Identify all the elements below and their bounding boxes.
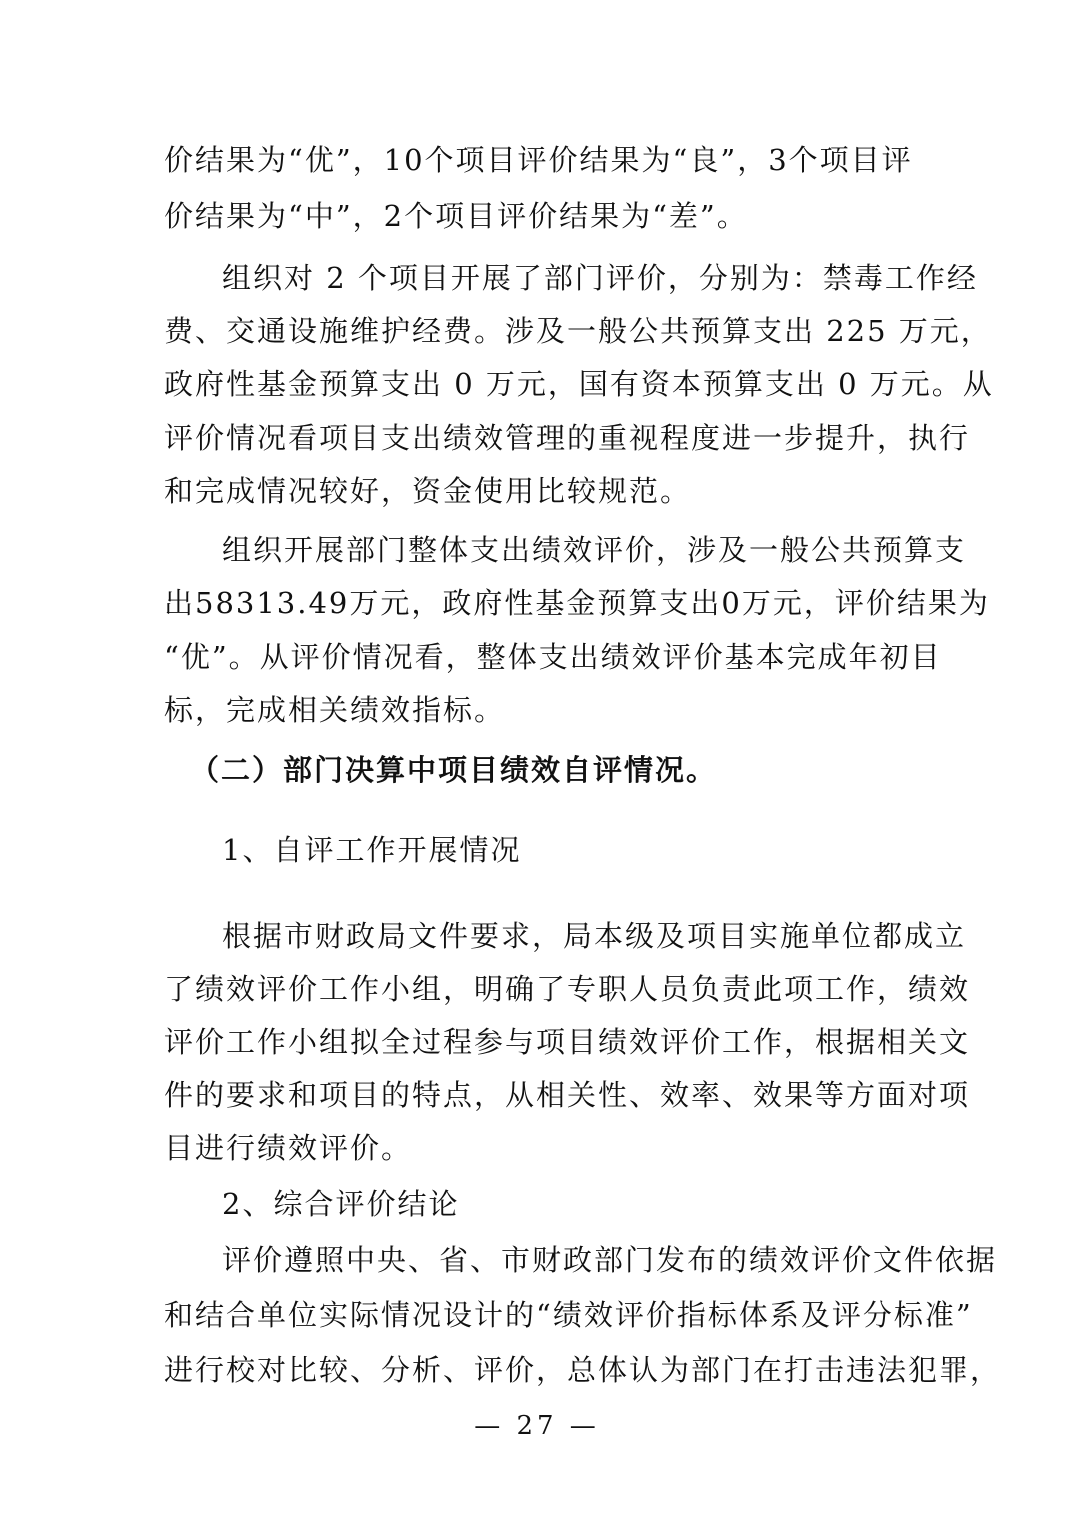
text-line: 标，完成相关绩效指标。 — [164, 693, 506, 727]
text-line: 根据市财政局文件要求，局本级及项目实施单位都成立 — [222, 919, 967, 953]
text-line: 进行校对比较、分析、评价，总体认为部门在打击违法犯罪， — [164, 1353, 1002, 1387]
page-number: — 27 — — [474, 1411, 600, 1441]
text-line: 和完成情况较好，资金使用比较规范。 — [164, 474, 692, 508]
text-line: 出58313.49万元，政府性基金预算支出0万元，评价结果为 — [164, 586, 990, 620]
text-line: 价结果为“中”，2个项目评价结果为“差”。 — [164, 199, 748, 233]
text-line: 组织对 2 个项目开展了部门评价，分别为：禁毒工作经 — [222, 261, 978, 295]
text-line: 评价遵照中央、省、市财政部门发布的绩效评价文件依据 — [222, 1243, 998, 1277]
text-line: 价结果为“优”，10个项目评价结果为“良”，3个项目评 — [164, 143, 913, 177]
section-heading: （二）部门决算中项目绩效自评情况。 — [190, 753, 718, 787]
subsection-heading: 2、综合评价结论 — [222, 1187, 460, 1221]
text-line: 和结合单位实际情况设计的“绩效评价指标体系及评分标准” — [164, 1298, 973, 1332]
text-line: 政府性基金预算支出 0 万元，国有资本预算支出 0 万元。从 — [164, 367, 994, 401]
text-line: 目进行绩效评价。 — [164, 1131, 413, 1165]
text-line: 费、交通设施维护经费。涉及一般公共预算支出 225 万元， — [164, 314, 992, 348]
text-line: 评价情况看项目支出绩效管理的重视程度进一步提升，执行 — [164, 421, 971, 455]
text-line: “优”。从评价情况看，整体支出绩效评价基本完成年初目 — [164, 640, 942, 674]
text-line: 组织开展部门整体支出绩效评价，涉及一般公共预算支 — [222, 533, 967, 567]
subsection-heading: 1、自评工作开展情况 — [222, 833, 522, 867]
text-line: 了绩效评价工作小组，明确了专职人员负责此项工作，绩效 — [164, 972, 971, 1006]
text-line: 评价工作小组拟全过程参与项目绩效评价工作，根据相关文 — [164, 1025, 971, 1059]
text-line: 件的要求和项目的特点，从相关性、效率、效果等方面对项 — [164, 1078, 971, 1112]
